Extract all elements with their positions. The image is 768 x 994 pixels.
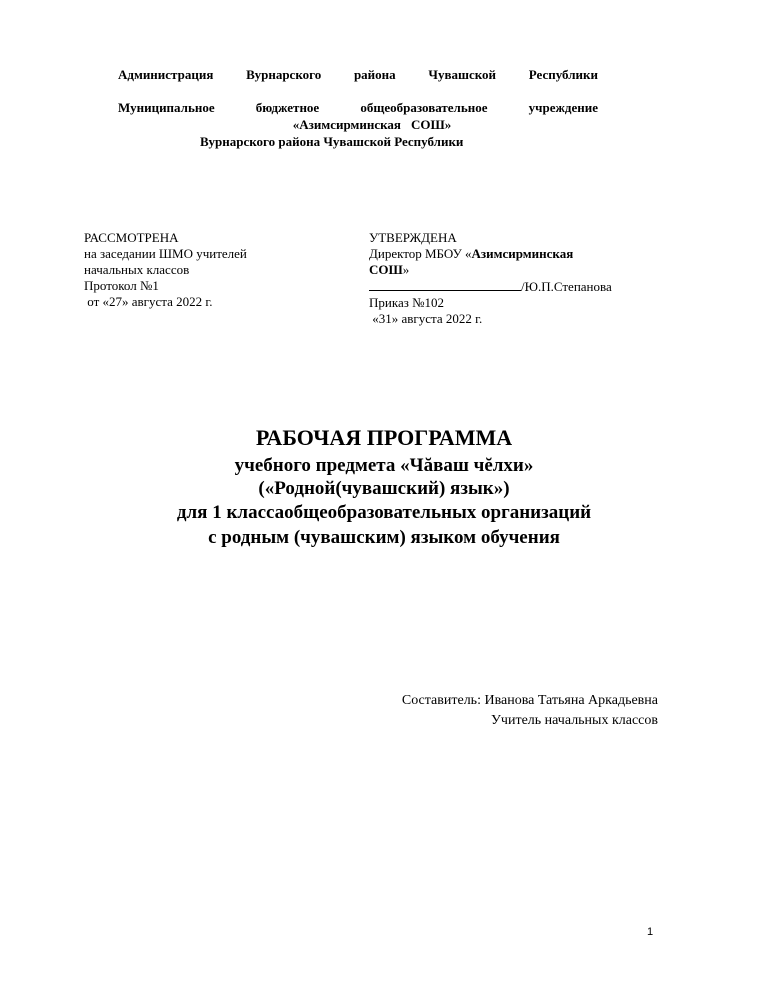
considered-date: от «27» августа 2022 г. [84,294,213,309]
header-line-3 [0,117,768,133]
header-word: общеобразовательное [360,100,488,115]
signer-name: /Ю.П.Степанова [521,279,612,294]
header-word: района [353,67,396,82]
author-position: Учитель начальных классов [491,713,658,728]
header-line-2 [118,100,598,116]
school-type: СОШ» [410,117,452,132]
header-word: Муниципальное [118,100,215,115]
header-word: Администрация [118,67,214,82]
school-name: «Азимсирминская [292,117,401,132]
school-name-bold: Азимсирминская [471,246,574,261]
considered-block [84,230,247,310]
header-line-1 [118,67,598,83]
header-word: Чувашской [428,67,497,82]
header-word: Республики [528,67,598,82]
program-title: РАБОЧАЯ ПРОГРАММА [255,425,513,450]
considered-line: на заседании ШМО учителей [84,246,247,261]
director-prefix: Директор МБОУ « [369,246,472,261]
header-word: бюджетное [255,100,320,115]
program-subject: учебного предмета «Чăваш чĕлхи» [234,455,534,476]
program-grade: для 1 классаобщеобразовательных организаций [176,502,592,523]
school-type-bold: СОШ [369,262,403,277]
director-line-2 [369,262,612,278]
header-word: учреждение [528,100,598,115]
approved-date: «31» августа 2022 г. [369,311,483,326]
quote-close: » [402,262,410,277]
director-line [369,246,612,262]
page-number: 1 [647,926,654,938]
considered-line: начальных классов [84,262,190,277]
header-word: Вурнарского [246,67,322,82]
signature-underline [369,278,521,291]
signature-line [369,278,612,295]
program-subject-ru: («Родной(чувашский) язык») [258,478,510,499]
program-language: с родным (чувашским) языком обучения [208,527,560,548]
protocol-number: Протокол №1 [84,278,159,293]
header-line-4: Вурнарского района Чувашской Республики [200,134,464,149]
author-name: Составитель: Иванова Татьяна Аркадьевна [401,693,658,708]
considered-title: РАССМОТРЕНА [84,230,179,245]
approved-title: УТВЕРЖДЕНА [369,230,457,245]
approved-block [369,230,612,327]
order-number: Приказ №102 [369,295,445,310]
